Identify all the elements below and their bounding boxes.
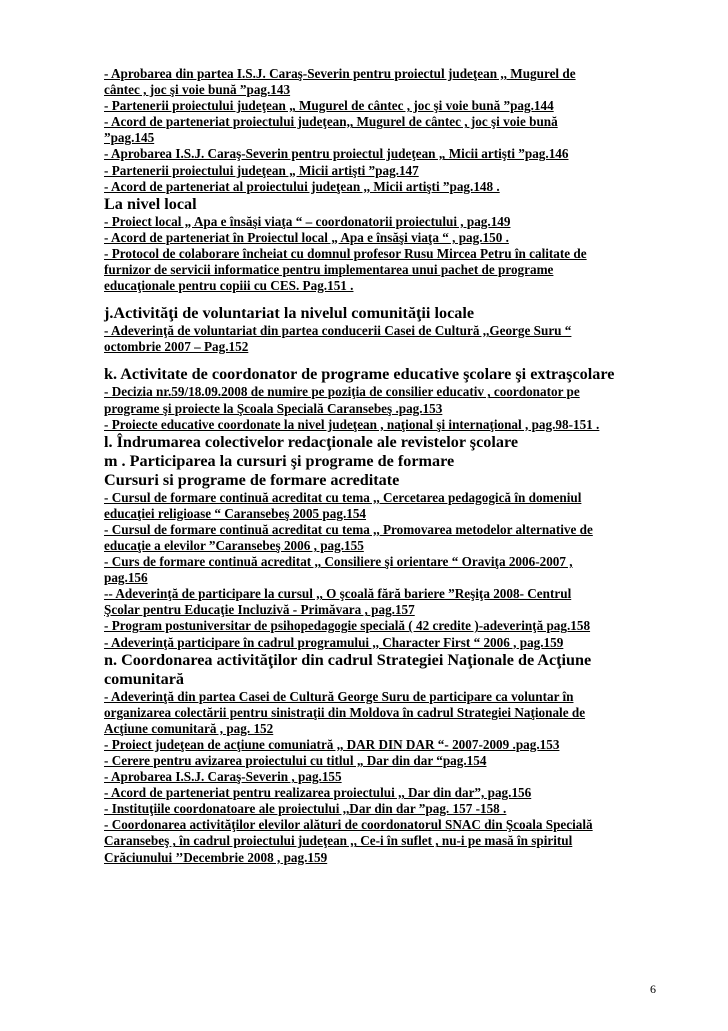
text-line: - Program postuniversitar de psihopedagogie specială ( 42 credite )-adeverinţă pag.158 — [104, 618, 591, 634]
text-line: furnizor de servicii informatice pentru implementarea unui pachet de programe — [104, 262, 554, 278]
text-line: - Acord de parteneriat proiectului judeţean,, Mugurel de cântec , joc şi voie bună — [104, 114, 558, 130]
text-line: organizarea colectării pentru sinistraţii din Moldova în cadrul Strategiei Naţionale de — [104, 704, 586, 720]
text-line: - Coordonarea activităţilor elevilor alături de coordonatorul SNAC din Şcoala Specială — [104, 817, 593, 833]
text-line: - Adeverinţă din partea Casei de Cultură George Suru de participare ca voluntar în — [104, 688, 574, 704]
section-heading: Cursuri si programe de formare acreditate — [104, 470, 400, 489]
section-heading: La nivel local — [104, 194, 197, 213]
text-line: - Aprobarea din partea I.S.J. Caraş-Severin pentru proiectul judeţean ,, Mugurel de — [104, 66, 576, 81]
text-line: Crăciunului ’’Decembrie 2008 , pag.159 — [104, 849, 328, 865]
text-line: Şcolar pentru Educaţie Incluzivă - Primăvara , pag.157 — [104, 602, 415, 618]
document-body — [104, 66, 664, 866]
text-line: programe şi proiecte la Şcoala Specială Caransebeş .pag.153 — [104, 400, 443, 416]
text-line: educaţionale pentru copiii cu CES. Pag.151 . — [104, 278, 354, 294]
text-line: - Acord de parteneriat pentru realizarea proiectului ,, Dar din dar”, pag.156 — [104, 785, 532, 801]
text-line: octombrie 2007 – Pag.152 — [104, 339, 249, 355]
text-line: - Acord de parteneriat în Proiectul local „ Apa e însăşi viaţa “ , pag.150 . — [104, 229, 509, 245]
text-line: - Adeverinţă de voluntariat din partea conducerii Casei de Cultură ,,George Suru “ — [104, 323, 572, 339]
text-line: - Instituţiile coordonatoare ale proiectului ,,Dar din dar ”pag. 157 -158 . — [104, 801, 507, 817]
text-line: - Cursul de formare continuă acreditat cu tema ,, Cercetarea pedagogică în domeniul — [104, 489, 582, 505]
text-line: -- Adeverinţă de participare la cursul ,, O şcoală fără bariere ”Reşiţa 2008- Centrul — [104, 586, 572, 602]
section-heading: n. Coordonarea activităţilor din cadrul Strategiei Naţionale de Acţiune — [104, 650, 592, 669]
text-line: ”pag.145 — [104, 130, 155, 146]
text-line: pag.156 — [104, 570, 148, 586]
text-line: - Partenerii proiectului judeţean „ Micii artişti ”pag.147 — [104, 162, 419, 178]
text-line: educaţiei religioase “ Caransebeş 2005 pag.154 — [104, 505, 367, 521]
text-line: - Proiect local „ Apa e însăşi viaţa “ – coordonatorii proiectului , pag.149 — [104, 213, 511, 229]
text-line: - Proiecte educative coordonate la nivel judeţean , naţional şi internaţional , pag.98-151 . — [104, 416, 600, 432]
text-line: Caransebeş , în cadrul proiectului judeţean ,, Ce-i în suflet , nu-i pe masă în spiritul — [104, 833, 573, 849]
text-line: - Adeverinţă participare în cadrul programului ,, Character First “ 2006 , pag.159 — [104, 634, 564, 650]
text-line: - Cursul de formare continuă acreditat cu tema ,, Promovarea metodelor alternative de — [104, 521, 593, 537]
section-heading: l. Îndrumarea colectivelor redacţionale ale revistelor şcolare — [104, 432, 519, 451]
text-line: - Curs de formare continuă acreditat ,, Consiliere şi orientare “ Oraviţa 2006-2007 , — [104, 554, 573, 570]
text-line: educaţie a elevilor ”Caransebeş 2006 , pag.155 — [104, 537, 364, 553]
page-number: 6 — [650, 982, 656, 996]
text-line: - Proiect judeţean de acţiune comuniatră ,, DAR DIN DAR “- 2007-2009 .pag.153 — [104, 736, 560, 752]
spacer — [104, 355, 664, 365]
text-line: - Cerere pentru avizarea proiectului cu titlul „ Dar din dar “pag.154 — [104, 753, 487, 768]
section-heading: k. Activitate de coordonator de programe educative şcolare şi extraşcolare — [104, 365, 615, 384]
text-line: - Acord de parteneriat al proiectului judeţean ,, Micii artişti ”pag.148 . — [104, 178, 500, 194]
section-heading: comunitară — [104, 669, 185, 688]
text-line: - Partenerii proiectului judeţean „ Mugurel de cântec , joc şi voie bună ”pag.144 — [104, 98, 554, 114]
text-line: - Decizia nr.59/18.09.2008 de numire pe poziţia de consilier educativ , coordonator pe — [104, 384, 580, 400]
text-line: - Aprobarea I.S.J. Caraş-Severin pentru proiectul judeţean „ Micii artişti ”pag.146 — [104, 146, 569, 162]
section-heading: j.Activităţi de voluntariat la nivelul comunităţii locale — [104, 304, 475, 323]
text-line: Acţiune comunitară , pag. 152 — [104, 720, 274, 736]
spacer — [104, 294, 664, 304]
text-line: - Aprobarea I.S.J. Caraş-Severin , pag.155 — [104, 769, 342, 785]
section-heading: m . Participarea la cursuri şi programe de formare — [104, 451, 455, 470]
text-line: - Protocol de colaborare încheiat cu domnul profesor Rusu Mircea Petru în calitate de — [104, 245, 587, 261]
text-line: cântec , joc şi voie bună ”pag.143 — [104, 82, 291, 98]
